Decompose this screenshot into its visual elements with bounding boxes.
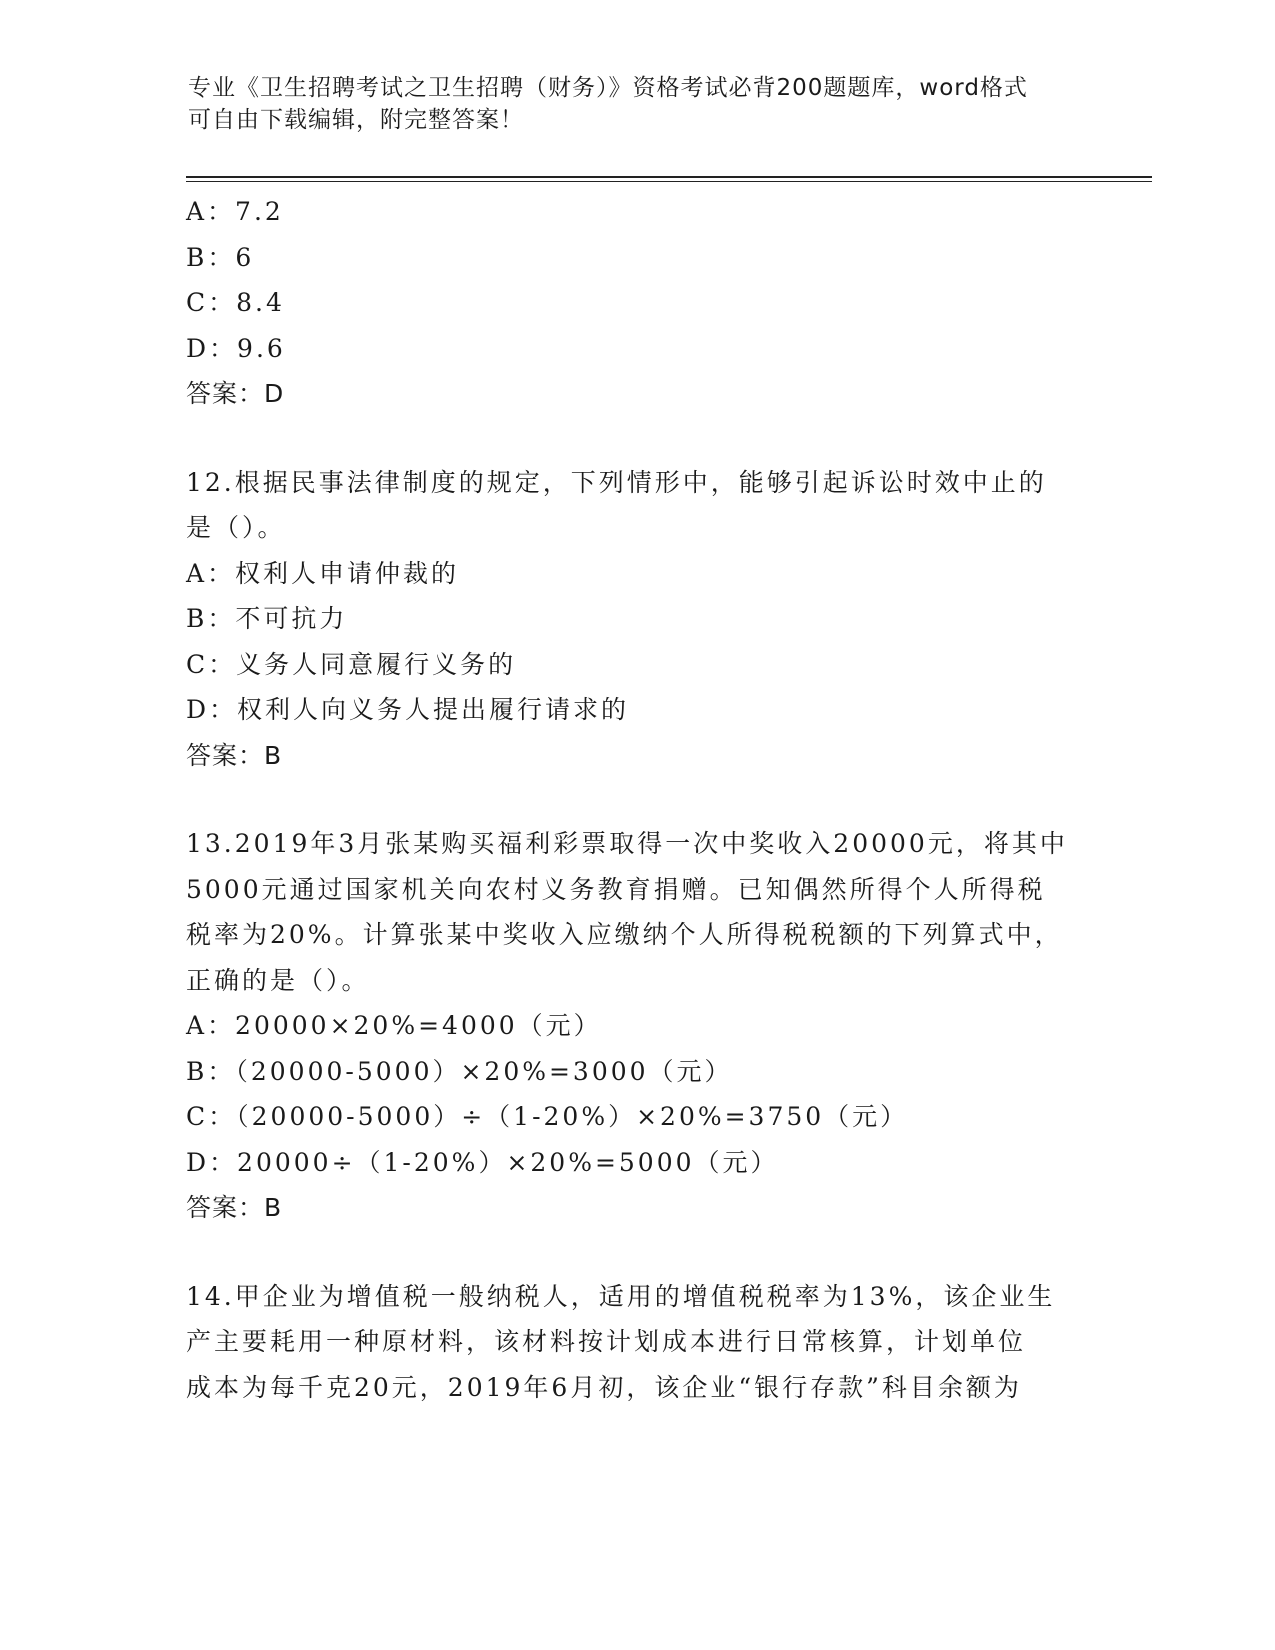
page-header xyxy=(188,72,1088,136)
option-b: B：不可抗力 xyxy=(186,604,348,633)
question-11-tail xyxy=(186,189,1086,417)
question-list xyxy=(186,189,1086,1410)
header-line-2: 可自由下载编辑，附完整答案！ xyxy=(188,107,524,133)
option-b: B：6 xyxy=(186,242,255,272)
header-divider-thin xyxy=(186,181,1152,182)
option-a: A：权利人申请仲裁的 xyxy=(186,558,460,588)
option-c: C：（20000-5000）÷（1-20%）×20%=3750（元） xyxy=(186,1102,909,1131)
option-d: D：20000÷（1-20%）×20%=5000（元） xyxy=(186,1147,779,1177)
question-12 xyxy=(186,460,1086,779)
spacer xyxy=(186,417,1086,460)
answer: 答案：B xyxy=(186,1193,283,1222)
question-14 xyxy=(186,1274,1086,1411)
option-a: A：20000×20%=4000（元） xyxy=(186,1011,602,1040)
option-a: A：7.2 xyxy=(186,197,284,226)
option-d: D：9.6 xyxy=(186,333,286,363)
question-stem-line: 5000元通过国家机关向农村义务教育捐赠。已知偶然所得个人所得税 xyxy=(186,874,1046,904)
question-stem-line: 产主要耗用一种原材料，该材料按计划成本进行日常核算，计划单位 xyxy=(186,1327,1027,1356)
question-stem-line: 税率为20%。计算张某中奖收入应缴纳个人所得税税额的下列算式中， xyxy=(186,920,1063,949)
answer: 答案：B xyxy=(186,740,283,770)
spacer xyxy=(186,1231,1086,1274)
question-stem-line: 是（）。 xyxy=(186,513,286,542)
header-divider-thick xyxy=(186,176,1152,178)
question-stem-line: 14.甲企业为增值税一般纳税人，适用的增值税税率为13%，该企业生 xyxy=(186,1281,1056,1311)
answer: 答案：D xyxy=(186,379,285,408)
spacer xyxy=(186,778,1086,821)
option-c: C：8.4 xyxy=(186,288,285,317)
question-13 xyxy=(186,821,1086,1231)
header-line-1: 专业《卫生招聘考试之卫生招聘（财务）》资格考试必背200题题库，word格式 xyxy=(188,75,1028,101)
option-c: C：义务人同意履行义务的 xyxy=(186,649,517,679)
question-stem-line: 正确的是（）。 xyxy=(186,965,370,995)
option-b: B：（20000-5000）×20%=3000（元） xyxy=(186,1056,733,1086)
question-stem-line: 成本为每千克20元，2019年6月初，该企业“银行存款”科目余额为 xyxy=(186,1372,1022,1402)
question-stem-line: 12.根据民事法律制度的规定，下列情形中，能够引起诉讼时效中止的 xyxy=(186,467,1047,497)
option-d: D：权利人向义务人提出履行请求的 xyxy=(186,695,630,724)
question-stem-line: 13.2019年3月张某购买福利彩票取得一次中奖收入20000元，将其中 xyxy=(186,829,1068,858)
